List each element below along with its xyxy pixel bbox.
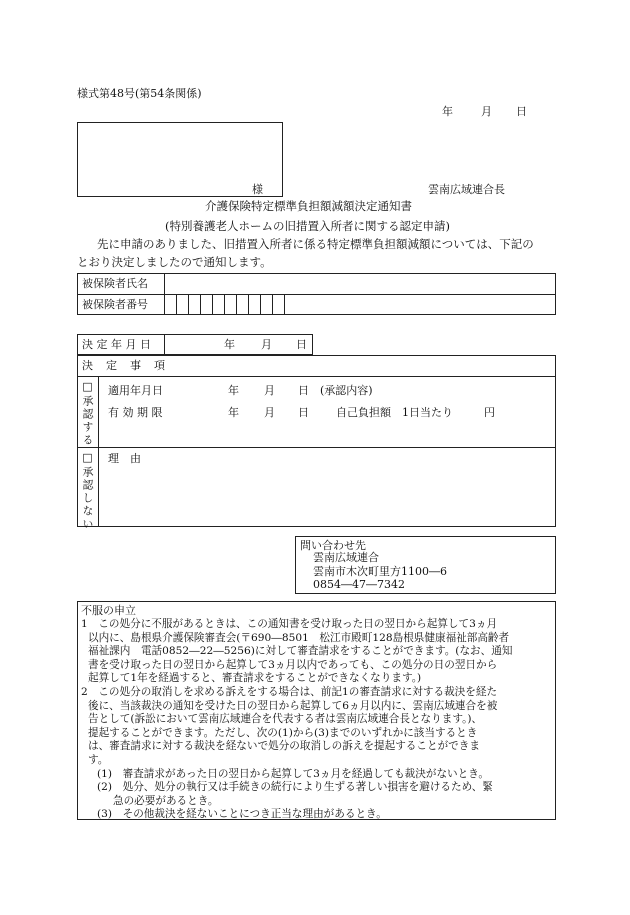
- date-month: 月: [481, 105, 492, 118]
- insured-number-cell[interactable]: [201, 295, 213, 314]
- appeal-line: 起算して1年を経過すると、審査請求をすることができなくなります。): [88, 672, 422, 685]
- insured-number-cell[interactable]: [273, 295, 285, 314]
- appeal-line: 福祉課内 電話0852―22―5256)に対して審査請求をすることができます。(なお、通知: [88, 645, 513, 658]
- appeal-line: 告として(訴訟において雲南広域連合を代表する者は雲南広域連合長となります。)、: [88, 713, 483, 726]
- approval-content-label: (承認内容): [320, 384, 373, 397]
- appeal-line: 1 この処分に不服があるときは、この通知書を受け取った日の翌日から起算して3ヵ月: [81, 618, 498, 630]
- appeal-line: (1) 審査請求があった日の翌日から起算して3ヵ月を経過しても裁決がないとき。: [97, 767, 489, 780]
- insured-name-label: 被保険者氏名: [82, 277, 148, 290]
- self-pay-label: 自己負担額 1日当たり: [336, 406, 453, 419]
- insured-number-cell[interactable]: [177, 295, 189, 314]
- decision-items-label: 決 定 事 項: [82, 359, 166, 372]
- intro-line-1: 先に申請のありました、旧措置入所者に係る特定標準負担額減額については、下記の: [97, 237, 534, 251]
- decision-month: 月: [261, 338, 272, 351]
- insured-number-cells[interactable]: [165, 295, 285, 314]
- apply-date-label: 適用年月日: [108, 384, 163, 397]
- insured-name-field[interactable]: [165, 274, 555, 294]
- appeal-line: は、審査請求に対する裁決を経ないで処分の取消しの訴えを提起することができま: [88, 740, 480, 753]
- insured-number-cell[interactable]: [237, 295, 249, 314]
- form-number: 様式第48号(第54条関係): [77, 87, 202, 100]
- apply-year: 年: [228, 384, 239, 397]
- appeal-line: 急の必要があるとき。: [113, 794, 219, 807]
- addressee-suffix: 様: [252, 183, 263, 196]
- appeal-line: 2 この処分の取消しを求める訴えをする場合は、前記1の審査請求に対する裁決を経た: [81, 686, 498, 698]
- decision-day: 日: [296, 338, 307, 351]
- validity-label: 有 効 期 限: [108, 406, 163, 419]
- contact-heading: 問い合わせ先: [300, 539, 366, 552]
- date-year: 年: [442, 105, 453, 118]
- insured-number-cell[interactable]: [225, 295, 237, 314]
- contact-phone: 0854―47―7342: [313, 578, 405, 591]
- validity-day: 日: [298, 406, 309, 419]
- insured-number-cell[interactable]: [189, 295, 201, 314]
- intro-line-2: とおり決定しましたので通知します。: [77, 255, 272, 269]
- approve-checkbox-label[interactable]: □承認する: [81, 380, 94, 447]
- contact-address: 雲南市木次町里方1100―6: [313, 565, 447, 578]
- appeal-line: 後に、当該裁決の通知を受けた日の翌日から起算して6ヵ月以内に、雲南広域連合を被: [88, 699, 498, 712]
- issuer: 雲南広域連合長: [428, 183, 505, 196]
- apply-day: 日: [298, 384, 309, 397]
- insured-number-cell[interactable]: [165, 295, 177, 314]
- insured-number-cell[interactable]: [213, 295, 225, 314]
- decision-year: 年: [224, 338, 235, 351]
- contact-org: 雲南広域連合: [313, 551, 379, 564]
- appeal-line: 以内に、島根県介護保険審査会(〒690―8501 松江市殿町128島根県健康福祉部高齢者: [88, 631, 510, 644]
- document-title: 介護保険特定標準負担額減額決定通知書: [205, 199, 412, 213]
- appeal-line: (3) その他裁決を経ないことにつき正当な理由があるとき。: [97, 808, 387, 821]
- reason-label: 理 由: [108, 452, 141, 465]
- appeal-line: 提起することができます。ただし、次の(1)から(3)までのいずれかに該当するとき: [88, 726, 478, 739]
- validity-month: 月: [264, 406, 275, 419]
- appeal-line: (2) 処分、処分の執行又は手続きの続行により生ずる著しい損害を避けるため、緊: [97, 781, 493, 794]
- deny-checkbox-label[interactable]: □承認しない: [81, 451, 94, 531]
- validity-year: 年: [228, 406, 239, 419]
- yen-label: 円: [484, 406, 495, 419]
- appeal-line: 書を受け取った日の翌日から起算して3ヵ月以内であっても、この処分の日の翌日から: [88, 658, 498, 671]
- insured-number-cell[interactable]: [261, 295, 273, 314]
- appeal-heading: 不服の申立: [81, 604, 136, 617]
- appeal-line: す。: [88, 754, 109, 766]
- reason-field[interactable]: [99, 470, 555, 526]
- date-day: 日: [516, 105, 527, 118]
- document-subtitle: (特別養護老人ホームの旧措置入所者に関する認定申請): [165, 219, 450, 233]
- insured-number-label: 被保険者番号: [82, 298, 148, 311]
- decision-date-label: 決 定 年 月 日: [82, 338, 151, 351]
- insured-number-cell[interactable]: [249, 295, 261, 314]
- apply-month: 月: [264, 384, 275, 397]
